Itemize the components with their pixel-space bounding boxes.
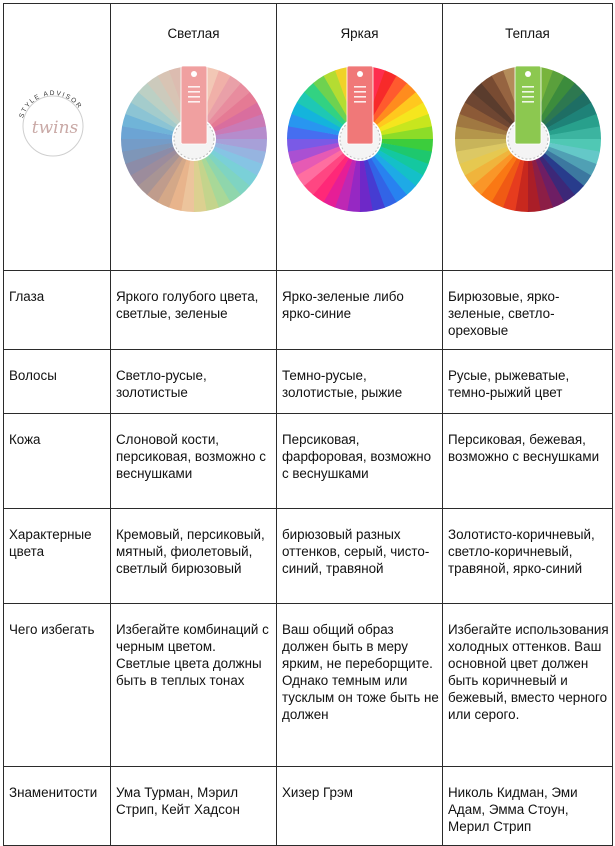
table-row: [4, 350, 613, 414]
row-label: Характерные цвета: [9, 527, 92, 559]
table-cell: [443, 414, 613, 509]
table-cell: [277, 509, 443, 604]
header-row: [4, 4, 613, 271]
table-cell: [277, 604, 443, 767]
cell-text: Светло-русые, золотистые: [116, 368, 207, 400]
card-text-line: [522, 101, 534, 103]
table-cell: [277, 767, 443, 846]
card-text-line: [522, 91, 534, 93]
cell-text: Избегайте комбинаций с черным цветом. Светлые цвета должны быть в теплых тонах: [116, 622, 269, 688]
cell-text: Темно-русые, золотистые, рыжие: [282, 368, 403, 400]
row-label: Знаменитости: [9, 785, 98, 800]
svg-text:STYLE ADVISOR: [18, 90, 83, 119]
table-cell: [111, 604, 277, 767]
column-title-light: Светлая: [167, 26, 220, 41]
style-advisor-twins-logo: [8, 81, 98, 171]
card-logo-icon: [357, 71, 363, 77]
column-title-bright: Яркая: [340, 26, 379, 41]
column-title-warm: Теплая: [505, 26, 550, 41]
wheel-top-card: [515, 66, 541, 144]
cell-text: Избегайте использования холодных оттенков. Ваш основной цвет должен быть коричневый и бежевый, вместо черного или серого.: [448, 622, 609, 722]
row-label: Чего избегать: [9, 622, 95, 637]
card-text-line: [354, 96, 366, 98]
cell-text: Ваш общий образ должен быть в меру ярким, не переборщите. Однако темным или тусклым он тоже быть не должен: [282, 622, 439, 722]
cell-text: Персиковая, бежевая, возможно с веснушками: [448, 432, 600, 464]
table-cell: [111, 414, 277, 509]
cell-text: Николь Кидман, Эми Адам, Эмма Стоун, Мерил Стрип: [448, 785, 578, 834]
wheel-top-card: [181, 66, 207, 144]
cell-text: Яркого голубого цвета, светлые, зеленые: [116, 289, 259, 321]
table-row: [4, 271, 613, 350]
table-cell: [111, 767, 277, 846]
cell-text: Персиковая, фарфоровая, возможно с веснушками: [282, 432, 432, 481]
wheel-top-card: [347, 66, 373, 144]
table-row: [4, 509, 613, 604]
row-label-cell: [4, 414, 111, 509]
cell-text: Хизер Грэм: [282, 785, 353, 800]
card-logo-icon: [525, 71, 531, 77]
logo-cell: [4, 4, 111, 271]
table-cell: [277, 414, 443, 509]
table-row: [4, 604, 613, 767]
table-cell: [443, 509, 613, 604]
table-cell: [443, 604, 613, 767]
card-text-line: [188, 96, 200, 98]
color-fan-wheel-warm: [453, 64, 603, 214]
column-header-bright: [277, 4, 443, 271]
table-cell: [443, 271, 613, 350]
table-row: [4, 414, 613, 509]
table-cell: [443, 767, 613, 846]
table-cell: [111, 350, 277, 414]
table-cell: [443, 350, 613, 414]
color-type-comparison-table: [3, 3, 613, 846]
card-text-line: [188, 101, 200, 103]
table-cell: [277, 271, 443, 350]
row-label: Волосы: [9, 368, 57, 383]
cell-text: бирюзовый разных оттенков, серый, чисто-синий, травяной: [282, 527, 430, 576]
table-cell: [111, 509, 277, 604]
column-header-warm: [443, 4, 613, 271]
cell-text: Бирюзовые, ярко-зеленые, светло-ореховые: [448, 289, 560, 338]
row-label-cell: [4, 767, 111, 846]
cell-text: Слоновой кости, персиковая, возможно с веснушками: [116, 432, 266, 481]
row-label-cell: [4, 350, 111, 414]
row-label-cell: [4, 271, 111, 350]
cell-text: Ума Турман, Мэрил Стрип, Кейт Хадсон: [116, 785, 240, 817]
color-fan-wheel-bright: [285, 64, 435, 214]
card-text-line: [354, 86, 366, 88]
cell-text: Русые, рыжеватые, темно-рыжий цвет: [448, 368, 570, 400]
row-label: Глаза: [9, 289, 45, 304]
card-text-line: [354, 101, 366, 103]
table-cell: [277, 350, 443, 414]
card-text-line: [188, 86, 200, 88]
table-cell: [111, 271, 277, 350]
card-text-line: [354, 91, 366, 93]
logo-ring-text: STYLE ADVISOR: [18, 89, 84, 119]
card-text-line: [188, 91, 200, 93]
color-fan-wheel-light: [119, 64, 269, 214]
cell-text: Ярко-зеленые либо ярко-синие: [282, 289, 404, 321]
row-label-cell: [4, 509, 111, 604]
cell-text: Золотисто-коричневый, светло-коричневый, травяной, ярко-синий: [448, 527, 595, 576]
logo-script-text: twins: [31, 118, 79, 138]
column-header-light: [111, 4, 277, 271]
card-text-line: [522, 96, 534, 98]
table-row: [4, 767, 613, 846]
row-label: Кожа: [9, 432, 41, 447]
card-logo-icon: [191, 71, 197, 77]
row-label-cell: [4, 604, 111, 767]
card-text-line: [522, 86, 534, 88]
cell-text: Кремовый, персиковый, мятный, фиолетовый, светлый бирюзовый: [116, 527, 265, 576]
